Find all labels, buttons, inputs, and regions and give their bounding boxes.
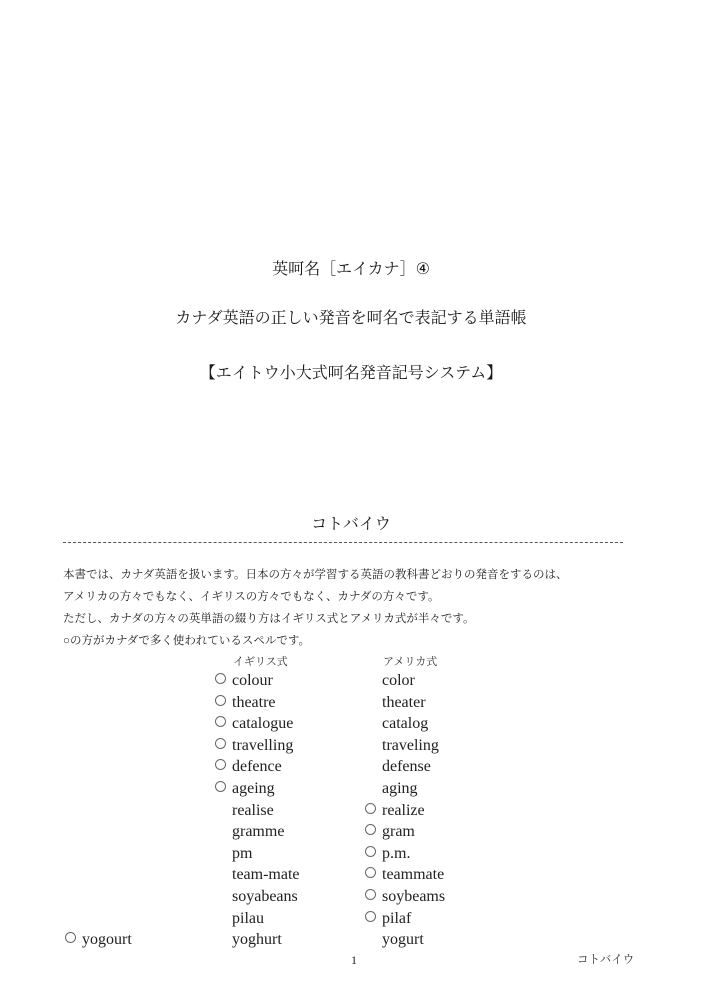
word-text: defence xyxy=(232,758,282,775)
word-text: yoghurt xyxy=(232,931,282,948)
word-text: realize xyxy=(382,802,425,819)
british-spelling xyxy=(232,802,274,820)
footer-author: コトバイウ xyxy=(577,954,635,966)
word-text: theater xyxy=(382,694,426,711)
british-spelling xyxy=(215,780,275,798)
circle-mark-icon xyxy=(365,803,376,814)
circle-mark-icon xyxy=(215,759,226,770)
circle-mark-icon xyxy=(215,673,226,684)
american-spelling xyxy=(382,715,428,733)
circle-mark-icon xyxy=(65,932,76,943)
word-text: pilaf xyxy=(382,910,412,927)
word-text: catalogue xyxy=(232,715,294,732)
american-spelling xyxy=(382,694,426,712)
american-spelling xyxy=(365,823,415,841)
american-spelling xyxy=(365,845,410,863)
american-spelling xyxy=(382,758,431,776)
word-text: color xyxy=(382,672,415,689)
word-text: ageing xyxy=(232,780,275,797)
page-number: 1 xyxy=(351,953,357,967)
word-text: gram xyxy=(382,823,415,840)
other-spelling xyxy=(65,931,132,949)
word-text: catalog xyxy=(382,715,429,732)
word-text: theatre xyxy=(232,694,276,711)
circle-mark-icon xyxy=(215,781,226,792)
american-spelling xyxy=(365,866,444,884)
british-spelling xyxy=(232,866,300,884)
american-spelling xyxy=(382,737,439,755)
american-spelling xyxy=(365,910,411,928)
word-text: soyabeans xyxy=(232,888,298,905)
circle-mark-icon xyxy=(215,716,226,727)
word-text: yogourt xyxy=(82,931,132,948)
british-spelling xyxy=(215,694,276,712)
word-text: defense xyxy=(382,758,431,775)
word-text: pm xyxy=(232,845,253,862)
british-spelling xyxy=(215,715,293,733)
word-text: traveling xyxy=(382,737,439,754)
intro-line-4: ○の方がカナダで多く使われているスペルです。 xyxy=(63,635,310,647)
word-text: gramme xyxy=(232,823,285,840)
circle-mark-icon xyxy=(215,695,226,706)
word-text: p.m. xyxy=(382,845,411,862)
british-spelling xyxy=(215,672,273,690)
british-spelling xyxy=(232,845,252,863)
british-spelling xyxy=(232,910,264,928)
american-spelling xyxy=(382,672,415,690)
document-title: 英呵名［エイカナ］④ xyxy=(272,259,430,278)
intro-line-3: ただし、カナダの方々の英単語の綴り方はイギリス式とアメリカ式が半々です。 xyxy=(63,613,475,625)
document-subtitle: カナダ英語の正しい発音を呵名で表記する単語帳 xyxy=(175,308,527,327)
word-text: aging xyxy=(382,780,418,797)
column-header-american: アメリカ式 xyxy=(383,656,438,668)
word-text: soybeams xyxy=(382,888,446,905)
british-spelling xyxy=(215,737,293,755)
british-spelling xyxy=(232,888,298,906)
american-spelling xyxy=(365,802,425,820)
column-header-british: イギリス式 xyxy=(233,656,288,668)
word-text: team-mate xyxy=(232,866,300,883)
word-text: realise xyxy=(232,802,274,819)
british-spelling xyxy=(232,823,284,841)
intro-line-1: 本書では、カナダ英語を扱います。日本の方々が学習する英語の教科書どおりの発音をするのは、 xyxy=(63,569,568,581)
american-spelling xyxy=(365,888,445,906)
word-text: teammate xyxy=(382,866,445,883)
dashed-divider xyxy=(63,542,623,543)
circle-mark-icon xyxy=(365,911,376,922)
author-name: コトバイウ xyxy=(311,514,391,533)
circle-mark-icon xyxy=(365,846,376,857)
american-spelling xyxy=(382,780,418,798)
word-text: colour xyxy=(232,672,273,689)
word-text: yogurt xyxy=(382,931,424,948)
british-spelling xyxy=(232,931,282,949)
american-spelling xyxy=(382,931,424,949)
system-title: 【エイトウ小大式呵名発音記号システム】 xyxy=(199,363,503,382)
british-spelling xyxy=(215,758,282,776)
word-text: travelling xyxy=(232,737,294,754)
circle-mark-icon xyxy=(365,824,376,835)
intro-line-2: アメリカの方々でもなく、イギリスの方々でもなく、カナダの方々です。 xyxy=(63,591,440,603)
circle-mark-icon xyxy=(365,867,376,878)
word-text: pilau xyxy=(232,910,264,927)
circle-mark-icon xyxy=(215,738,226,749)
circle-mark-icon xyxy=(365,889,376,900)
